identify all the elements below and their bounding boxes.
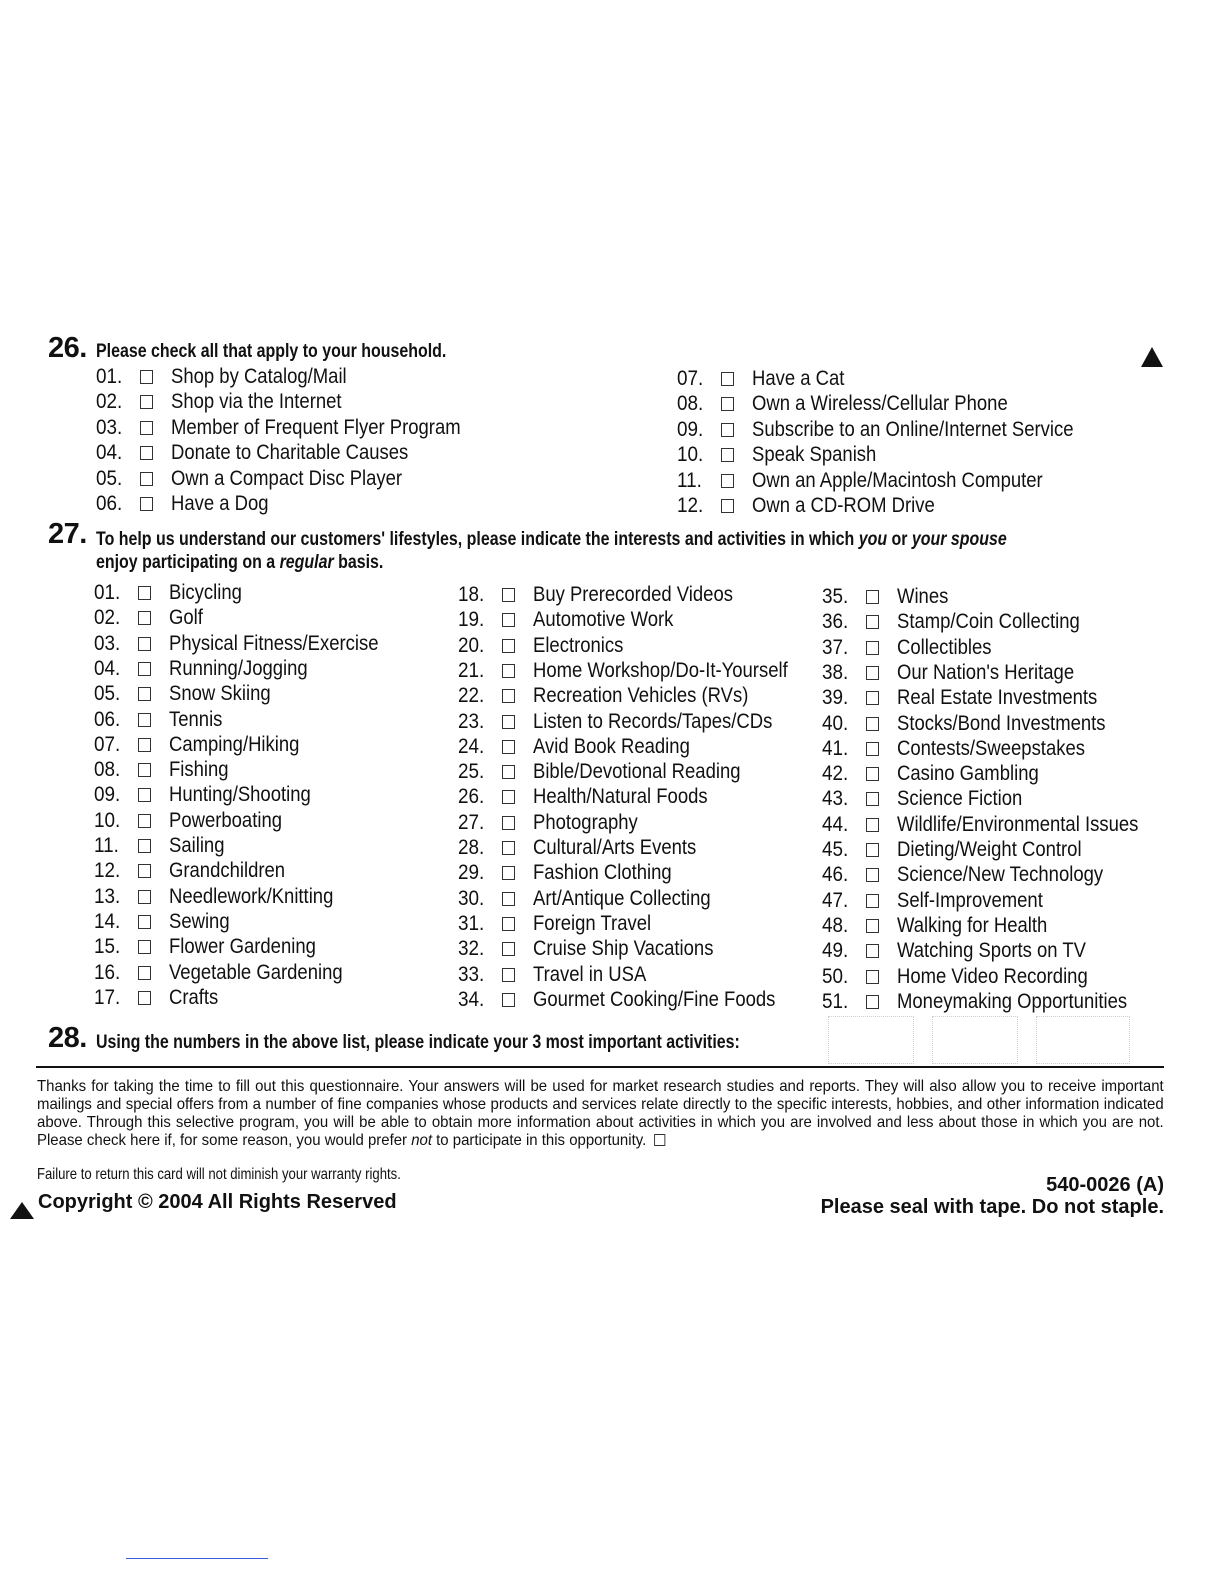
checklist-item[interactable] [822,837,1107,863]
item-label: Electronics [533,633,624,657]
item-checkbox[interactable] [866,742,879,756]
item-label: Cruise Ship Vacations [533,937,714,961]
item-checkbox[interactable] [721,474,734,488]
item-checkbox[interactable] [502,715,515,729]
item-label: Subscribe to an Online/Internet Service [752,417,1074,441]
item-number: 41. [822,736,849,760]
item-number: 44. [822,812,849,836]
item-checkbox[interactable] [138,662,151,676]
checklist-item[interactable] [96,491,282,517]
item-checkbox[interactable] [502,740,515,754]
item-checkbox[interactable] [721,372,734,386]
checklist-item[interactable] [458,886,735,912]
item-checkbox[interactable] [138,991,151,1005]
q27-title-you: you [858,529,888,550]
item-checkbox[interactable] [866,590,879,604]
item-number: 09. [94,783,121,807]
item-label: Have a Dog [171,492,269,515]
item-checkbox[interactable] [866,818,879,832]
item-label: Fashion Clothing [533,861,672,885]
item-label: Sailing [169,834,225,857]
item-number: 06. [96,492,123,515]
item-checkbox[interactable] [866,767,879,781]
checklist-item[interactable] [677,468,1082,494]
item-checkbox[interactable] [502,790,515,804]
item-number: 02. [94,606,121,630]
item-label: Watching Sports on TV [897,939,1087,963]
item-label: Home Video Recording [897,964,1088,988]
item-checkbox[interactable] [502,841,515,855]
item-number: 03. [96,415,123,439]
item-number: 40. [822,711,849,735]
item-number: 43. [822,787,849,811]
item-number: 45. [822,838,849,861]
item-label: Have a Cat [752,367,845,390]
item-label: Own a CD-ROM Drive [752,494,935,517]
checklist-item[interactable] [458,962,662,988]
copyright: Copyright © 2004 All Rights Reserved [38,1191,397,1213]
item-number: 03. [94,631,121,655]
item-checkbox[interactable] [502,613,515,627]
item-checkbox[interactable] [138,915,151,929]
item-number: 12. [677,494,704,517]
item-number: 02. [96,390,123,414]
item-label: Self-Improvement [897,888,1043,912]
checklist-item[interactable] [94,960,366,986]
checklist-item[interactable] [677,366,857,392]
item-number: 29. [458,861,485,885]
q26-number: 26. [48,332,87,364]
checklist-item[interactable] [822,862,1131,888]
item-checkbox[interactable] [138,687,151,701]
checklist-item[interactable] [458,987,808,1013]
checklist-item[interactable] [94,884,356,910]
item-checkbox[interactable] [721,397,734,411]
checklist-item[interactable] [458,658,822,684]
item-label: Dieting/Weight Control [897,838,1082,861]
item-number: 39. [822,686,849,710]
item-checkbox[interactable] [866,995,879,1009]
item-number: 01. [94,581,121,604]
item-label: Running/Jogging [169,656,308,680]
item-label: Health/Natural Foods [533,785,708,809]
item-checkbox[interactable] [866,641,879,655]
item-checkbox[interactable] [502,765,515,779]
checklist-item[interactable] [677,417,1117,443]
item-checkbox[interactable] [140,472,153,486]
item-label: Walking for Health [897,913,1048,937]
item-number: 27. [458,810,485,834]
checklist-item[interactable] [458,810,652,836]
q28-title: Using the numbers in the above list, please indicate your 3 most important activities: [96,1032,740,1053]
checklist-item[interactable] [822,584,955,610]
up-arrow-icon [1141,347,1163,367]
q27-title-or: or [887,529,912,550]
checklist-item[interactable] [822,660,1098,686]
checklist-item[interactable] [822,938,1112,964]
item-number: 30. [458,886,485,910]
seal-instruction: Please seal with tape. Do not staple. [820,1196,1164,1218]
q28-number: 28. [48,1022,87,1054]
item-label: Crafts [169,985,219,1009]
item-label: Real Estate Investments [897,686,1098,710]
item-label: Bicycling [169,581,242,604]
item-label: Avid Book Reading [533,734,690,758]
item-checkbox[interactable] [502,917,515,931]
item-checkbox[interactable] [138,814,151,828]
item-checkbox[interactable] [138,839,151,853]
item-label: Sewing [169,909,230,933]
item-number: 49. [822,939,849,963]
item-label: Physical Fitness/Exercise [169,631,379,655]
checklist-item[interactable] [822,812,1171,838]
item-checkbox[interactable] [502,942,515,956]
item-checkbox[interactable] [138,940,151,954]
item-number: 09. [677,417,704,441]
item-label: Art/Antique Collecting [533,886,711,910]
item-checkbox[interactable] [866,717,879,731]
q26-title: Please check all that apply to your household. [96,341,447,362]
item-checkbox[interactable] [866,894,879,908]
item-checkbox[interactable] [502,689,515,703]
checklist-item[interactable] [677,391,1043,417]
item-number: 04. [96,441,123,465]
triangle-icon [10,1202,34,1219]
item-checkbox[interactable] [866,944,879,958]
item-checkbox[interactable] [866,792,879,806]
item-number: 22. [458,684,485,708]
item-label: Shop via the Internet [171,390,342,414]
item-label: Stocks/Bond Investments [897,711,1106,735]
item-label: Home Workshop/Do-It-Yourself [533,658,788,682]
item-label: Contests/Sweepstakes [897,736,1085,760]
checklist-item[interactable] [96,440,441,466]
item-number: 50. [822,964,849,988]
item-checkbox[interactable] [138,713,151,727]
item-checkbox[interactable] [502,639,515,653]
item-number: 06. [94,707,121,731]
item-number: 21. [458,658,485,682]
checklist-item[interactable] [458,607,693,633]
item-checkbox[interactable] [866,919,879,933]
checklist-item[interactable] [94,707,230,733]
checklist-item[interactable] [822,964,1114,990]
item-checkbox[interactable] [866,666,879,680]
item-label: Bible/Devotional Reading [533,760,741,784]
privacy-text-end: to participate in this opportunity. [431,1132,647,1149]
checklist-item[interactable] [677,493,960,519]
item-label: Camping/Hiking [169,732,300,756]
item-number: 08. [677,392,704,416]
item-checkbox[interactable] [866,615,879,629]
checklist-item[interactable] [458,936,738,962]
item-label: Golf [169,606,203,630]
item-label: Travel in USA [533,962,647,986]
checklist-item[interactable] [96,389,365,415]
item-checkbox[interactable] [502,664,515,678]
item-checkbox[interactable] [140,370,153,384]
item-checkbox[interactable] [138,864,151,878]
item-label: Buy Prerecorded Videos [533,583,733,606]
form-number: 540-0026 (A) [1046,1174,1164,1196]
item-label: Science/New Technology [897,863,1104,887]
checklist-item[interactable] [458,633,636,659]
item-number: 01. [96,365,123,388]
item-label: Speak Spanish [752,443,877,467]
item-label: Powerboating [169,808,283,832]
item-checkbox[interactable] [138,788,151,802]
checklist-item[interactable] [458,734,711,760]
item-label: Own a Compact Disc Player [171,466,403,490]
item-number: 36. [822,610,849,634]
item-label: Own an Apple/Macintosh Computer [752,468,1043,492]
checklist-item[interactable] [94,605,208,631]
item-checkbox[interactable] [866,970,879,984]
item-label: Science Fiction [897,787,1023,811]
checklist-item[interactable] [822,635,1004,661]
item-number: 05. [94,682,121,706]
item-number: 04. [94,656,121,680]
item-number: 07. [677,367,704,390]
item-label: Tennis [169,707,223,731]
item-number: 48. [822,913,849,937]
item-number: 16. [94,960,121,984]
answer-box-2[interactable] [932,1016,1018,1064]
item-checkbox[interactable] [138,890,151,904]
q27-title-regular: regular [279,552,334,573]
checklist-item[interactable] [94,985,225,1011]
item-number: 42. [822,762,849,786]
item-number: 32. [458,937,485,961]
checklist-item[interactable] [822,888,1063,914]
checklist-item[interactable] [94,631,407,657]
item-checkbox[interactable] [140,395,153,409]
item-number: 31. [458,911,485,935]
answer-box-1[interactable] [828,1016,914,1064]
item-number: 23. [458,709,485,733]
item-checkbox[interactable] [138,637,151,651]
item-label: Automotive Work [533,608,674,632]
item-label: Cultural/Arts Events [533,836,697,859]
checklist-item[interactable] [96,364,371,390]
item-checkbox[interactable] [140,421,153,435]
item-number: 11. [94,834,119,857]
answer-box-3[interactable] [1036,1016,1130,1064]
checklist-item[interactable] [96,466,434,492]
item-label: Photography [533,810,638,834]
q27-number: 27. [48,518,87,550]
checklist-item[interactable] [458,784,731,810]
item-number: 12. [94,859,121,883]
item-label: Recreation Vehicles (RVs) [533,684,749,708]
item-number: 24. [458,734,485,758]
item-label: Hunting/Shooting [169,783,311,807]
item-number: 25. [458,760,485,784]
item-number: 07. [94,732,121,756]
footer-link-line [126,1558,268,1559]
item-label: Shop by Catalog/Mail [171,365,347,388]
item-number: 20. [458,633,485,657]
privacy-not: not [411,1132,432,1149]
checklist-item[interactable] [458,582,760,608]
checklist-item[interactable] [458,683,778,709]
item-number: 05. [96,466,123,490]
item-label: Our Nation's Heritage [897,660,1075,684]
item-checkbox[interactable] [502,866,515,880]
divider-rule [36,1066,1164,1068]
warranty-note: Failure to return this card will not diminish your warranty rights. [37,1166,401,1183]
item-number: 34. [458,987,485,1011]
item-checkbox[interactable] [866,868,879,882]
item-label: Gourmet Cooking/Fine Foods [533,987,776,1011]
item-label: Snow Skiing [169,682,271,706]
item-label: Listen to Records/Tapes/CDs [533,709,773,733]
item-label: Flower Gardening [169,935,316,959]
checklist-item[interactable] [94,681,285,707]
q27-title-line2-a: enjoy participating on a [96,552,280,573]
item-label: Moneymaking Opportunities [897,989,1128,1013]
checklist-item[interactable] [822,989,1158,1015]
checklist-item[interactable] [822,685,1125,711]
item-number: 08. [94,758,121,782]
item-checkbox[interactable] [866,843,879,857]
item-number: 14. [94,909,121,933]
checklist-item[interactable] [94,757,237,783]
item-label: Collectibles [897,635,992,659]
checklist-item[interactable] [94,580,252,606]
privacy-paragraph [37,1078,1164,1150]
q27-title [96,529,1007,551]
checklist-item[interactable] [94,808,297,834]
item-checkbox[interactable] [721,448,734,462]
item-checkbox[interactable] [502,993,515,1007]
checklist-item[interactable] [94,782,330,808]
checklist-item[interactable] [94,934,336,960]
item-label: Fishing [169,758,229,782]
checklist-item[interactable] [94,656,327,682]
item-label: Needlework/Knitting [169,884,334,908]
item-checkbox[interactable] [138,763,151,777]
checklist-item[interactable] [822,609,1105,635]
item-number: 13. [94,884,121,908]
item-label: Casino Gambling [897,762,1039,786]
checklist-item[interactable] [822,711,1134,737]
q27-title-text: To help us understand our customers' lifestyles, please indicate the interests and activities in which [96,529,859,550]
privacy-text: Thanks for taking the time to fill out this questionnaire. Your answers will be used for market research studies and reports. They will also allow you to receive important mailings and special offers from a number of fine companies whose products and services relate directly to the specific interests, hobbies, and other information indicated above. Through this selective program, you will be able to obtain more information about activities in which you are involved and less about those in which you are not. Please check here if, for some reason, you would prefer [37,1078,1164,1149]
item-number: 10. [94,808,121,832]
item-checkbox[interactable] [140,446,153,460]
opt-out-checkbox[interactable] [654,1134,665,1146]
item-checkbox[interactable] [138,738,151,752]
checklist-item[interactable] [822,786,1039,812]
checklist-item[interactable] [822,913,1068,939]
checklist-item[interactable] [96,415,500,441]
item-checkbox[interactable] [721,423,734,437]
item-number: 10. [677,443,704,467]
item-number: 15. [94,935,121,959]
item-checkbox[interactable] [502,588,515,602]
item-label: Own a Wireless/Cellular Phone [752,392,1008,416]
item-checkbox[interactable] [502,968,515,982]
item-checkbox[interactable] [138,966,151,980]
item-label: Wines [897,585,949,608]
item-number: 51. [822,989,849,1013]
checklist-item[interactable] [94,909,238,935]
item-checkbox[interactable] [866,691,879,705]
checklist-item[interactable] [94,732,317,758]
checklist-item[interactable] [458,860,691,886]
checklist-item[interactable] [822,761,1058,787]
item-number: 28. [458,836,485,859]
checklist-item[interactable] [458,835,719,861]
checklist-item[interactable] [458,709,805,735]
item-number: 35. [822,585,849,608]
checklist-item[interactable] [458,759,769,785]
item-number: 19. [458,608,485,632]
checklist-item[interactable] [94,833,232,859]
item-number: 17. [94,985,121,1009]
item-label: Stamp/Coin Collecting [897,610,1080,634]
item-checkbox[interactable] [138,611,151,625]
item-label: Donate to Charitable Causes [171,441,409,465]
item-checkbox[interactable] [721,499,734,513]
item-number: 47. [822,888,849,912]
item-label: Vegetable Gardening [169,960,343,984]
item-checkbox[interactable] [502,816,515,830]
q27-title-line2 [96,552,383,574]
checklist-item[interactable] [822,736,1111,762]
item-number: 37. [822,635,849,659]
checklist-item[interactable] [677,442,893,468]
item-number: 33. [458,962,485,986]
item-checkbox[interactable] [140,497,153,511]
item-number: 18. [458,583,485,606]
checklist-item[interactable] [458,911,667,937]
item-label: Grandchildren [169,859,286,883]
item-label: Wildlife/Environmental Issues [897,812,1139,836]
q27-title-spouse: your spouse [911,529,1007,550]
item-number: 26. [458,785,485,809]
checklist-item[interactable] [94,858,301,884]
item-checkbox[interactable] [502,892,515,906]
item-number: 38. [822,660,849,684]
item-number: 11. [677,468,702,492]
item-label: Foreign Travel [533,911,652,935]
q27-title-line2-b: basis. [333,552,384,573]
item-label: Member of Frequent Flyer Program [171,415,461,439]
item-number: 46. [822,863,849,887]
item-checkbox[interactable] [138,586,151,600]
